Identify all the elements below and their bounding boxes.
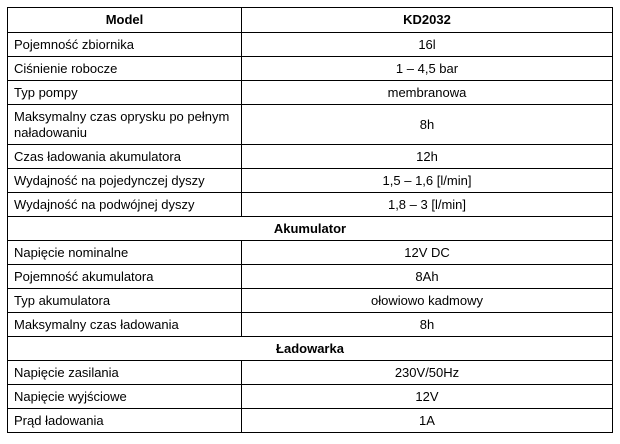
row-label: Typ pompy bbox=[8, 81, 242, 105]
row-value: ołowiowo kadmowy bbox=[242, 289, 613, 313]
table-row bbox=[8, 241, 613, 265]
row-value: 1,8 – 3 [l/min] bbox=[242, 193, 613, 217]
row-label: Wydajność na pojedynczej dyszy bbox=[8, 169, 242, 193]
row-label: Czas ładowania akumulatora bbox=[8, 145, 242, 169]
table-row bbox=[8, 409, 613, 433]
row-value: 230V/50Hz bbox=[242, 361, 613, 385]
row-label: Prąd ładowania bbox=[8, 409, 242, 433]
row-value: 1A bbox=[242, 409, 613, 433]
row-label: Maksymalny czas oprysku po pełnym naładowaniu bbox=[8, 105, 242, 145]
table-row bbox=[8, 193, 613, 217]
row-value: membranowa bbox=[242, 81, 613, 105]
row-value: 1,5 – 1,6 [l/min] bbox=[242, 169, 613, 193]
row-value: 8h bbox=[242, 105, 613, 145]
row-label: Maksymalny czas ładowania bbox=[8, 313, 242, 337]
row-label: Napięcie wyjściowe bbox=[8, 385, 242, 409]
section-row-battery bbox=[8, 217, 613, 241]
row-value: 12V bbox=[242, 385, 613, 409]
row-value: 1 – 4,5 bar bbox=[242, 57, 613, 81]
row-value: 16l bbox=[242, 33, 613, 57]
table-row bbox=[8, 265, 613, 289]
table-row bbox=[8, 313, 613, 337]
table-row bbox=[8, 57, 613, 81]
row-label: Napięcie nominalne bbox=[8, 241, 242, 265]
section-row-charger bbox=[8, 337, 613, 361]
row-value: 12V DC bbox=[242, 241, 613, 265]
row-value: 8Ah bbox=[242, 265, 613, 289]
header-model-value: KD2032 bbox=[242, 8, 613, 33]
table-row bbox=[8, 169, 613, 193]
spec-table bbox=[7, 7, 613, 433]
row-label: Pojemność zbiornika bbox=[8, 33, 242, 57]
row-label: Ciśnienie robocze bbox=[8, 57, 242, 81]
row-value: 12h bbox=[242, 145, 613, 169]
header-model-label: Model bbox=[8, 8, 242, 33]
table-row bbox=[8, 105, 613, 145]
section-title-battery: Akumulator bbox=[8, 217, 613, 241]
table-row bbox=[8, 33, 613, 57]
table-header-row bbox=[8, 8, 613, 33]
table-row bbox=[8, 289, 613, 313]
row-label: Typ akumulatora bbox=[8, 289, 242, 313]
table-row bbox=[8, 385, 613, 409]
section-title-charger: Ładowarka bbox=[8, 337, 613, 361]
row-label: Pojemność akumulatora bbox=[8, 265, 242, 289]
table-row bbox=[8, 81, 613, 105]
spec-table-container bbox=[7, 7, 613, 433]
row-label: Wydajność na podwójnej dyszy bbox=[8, 193, 242, 217]
row-label: Napięcie zasilania bbox=[8, 361, 242, 385]
table-row bbox=[8, 145, 613, 169]
row-value: 8h bbox=[242, 313, 613, 337]
table-row bbox=[8, 361, 613, 385]
